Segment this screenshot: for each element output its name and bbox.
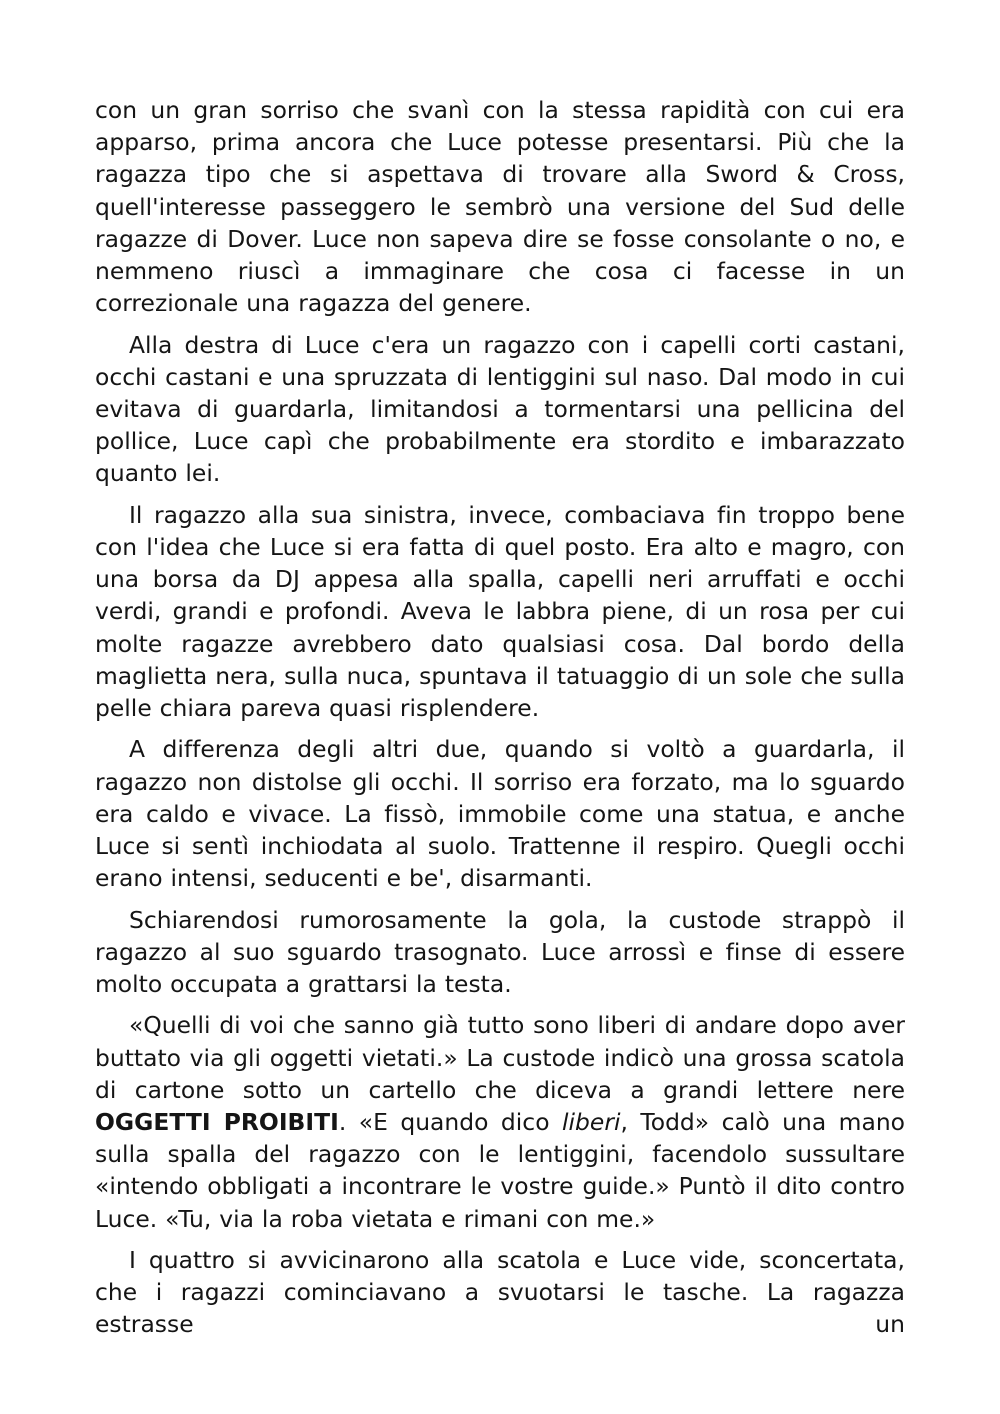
emphasis-liberi: liberi [562, 1108, 621, 1137]
paragraph-3: Il ragazzo alla sua sinistra, invece, combaciava fin troppo bene con l'idea che Luce si era fatta di quel posto. Era alto e magro, con una borsa da DJ appesa alla spalla, capelli neri arruffati e occhi verdi, grandi e profondi. Aveva le labbra piene, di un rosa per cui molte ragazze avrebbero dato qualsiasi cosa. Dal bordo della maglietta nera, sulla nuca, spuntava il tatuaggio di un sole che sulla pelle chiara pareva quasi risplendere. [95, 500, 905, 723]
paragraph-4: A differenza degli altri due, quando si voltò a guardarla, il ragazzo non distolse gli occhi. Il sorriso era forzato, ma lo sguardo era caldo e vivace. La fissò, immobile come una statua, e anche Luce si sentì inchiodata al suolo. Trattenne il respiro. Quegli occhi erano intensi, seducenti e be', disarmanti. [95, 735, 905, 893]
document-page [95, 94, 905, 1341]
paragraph-6-seg-3: , Todd» calò una mano sulla spalla del ragazzo con le lentiggini, facendolo sussultare «intendo obbligati a incontrare le vostre guide.» Puntò il dito contro Luce. «Tu, via la roba vietata e rimani con me.» [95, 1108, 905, 1233]
forbidden-items-sign: OGGETTI PROIBITI [95, 1108, 339, 1137]
paragraph-5: Schiarendosi rumorosamente la gola, la custode strappò il ragazzo al suo sguardo trasognato. Luce arrossì e finse di essere molto occupata a grattarsi la testa. [95, 905, 905, 999]
paragraph-6-seg-1: «Quelli di voi che sanno già tutto sono liberi di andare dopo aver buttato via gli oggetti vietati.» La custode indicò una grossa scatola di cartone sotto un cartello che diceva a grandi lettere nere [95, 1011, 905, 1104]
paragraph-6-seg-2: . «E quando dico [338, 1108, 562, 1137]
paragraph-1: con un gran sorriso che svanì con la stessa rapidità con cui era apparso, prima ancora che Luce potesse presentarsi. Più che la ragazza tipo che si aspettava di trovare alla Sword & Cross, quell'interesse passeggero le sembrò una versione del Sud delle ragazze di Dover. Luce non sapeva dire se fosse consolante o no, e nemmeno riuscì a immaginare che cosa ci facesse in un correzionale una ragazza del genere. [95, 96, 905, 318]
paragraph-6 [95, 1009, 905, 1234]
paragraph-2: Alla destra di Luce c'era un ragazzo con i capelli corti castani, occhi castani e una spruzzata di lentiggini sul naso. Dal modo in cui evitava di guardarla, limitandosi a tormentarsi una pellicina del pollice, Luce capì che probabilmente era stordito e imbarazzato quanto lei. [95, 330, 905, 488]
paragraph-7: I quattro si avvicinarono alla scatola e Luce vide, sconcertata, che i ragazzi cominciavano a svuotarsi le tasche. La ragazza estrasse un [95, 1246, 905, 1339]
